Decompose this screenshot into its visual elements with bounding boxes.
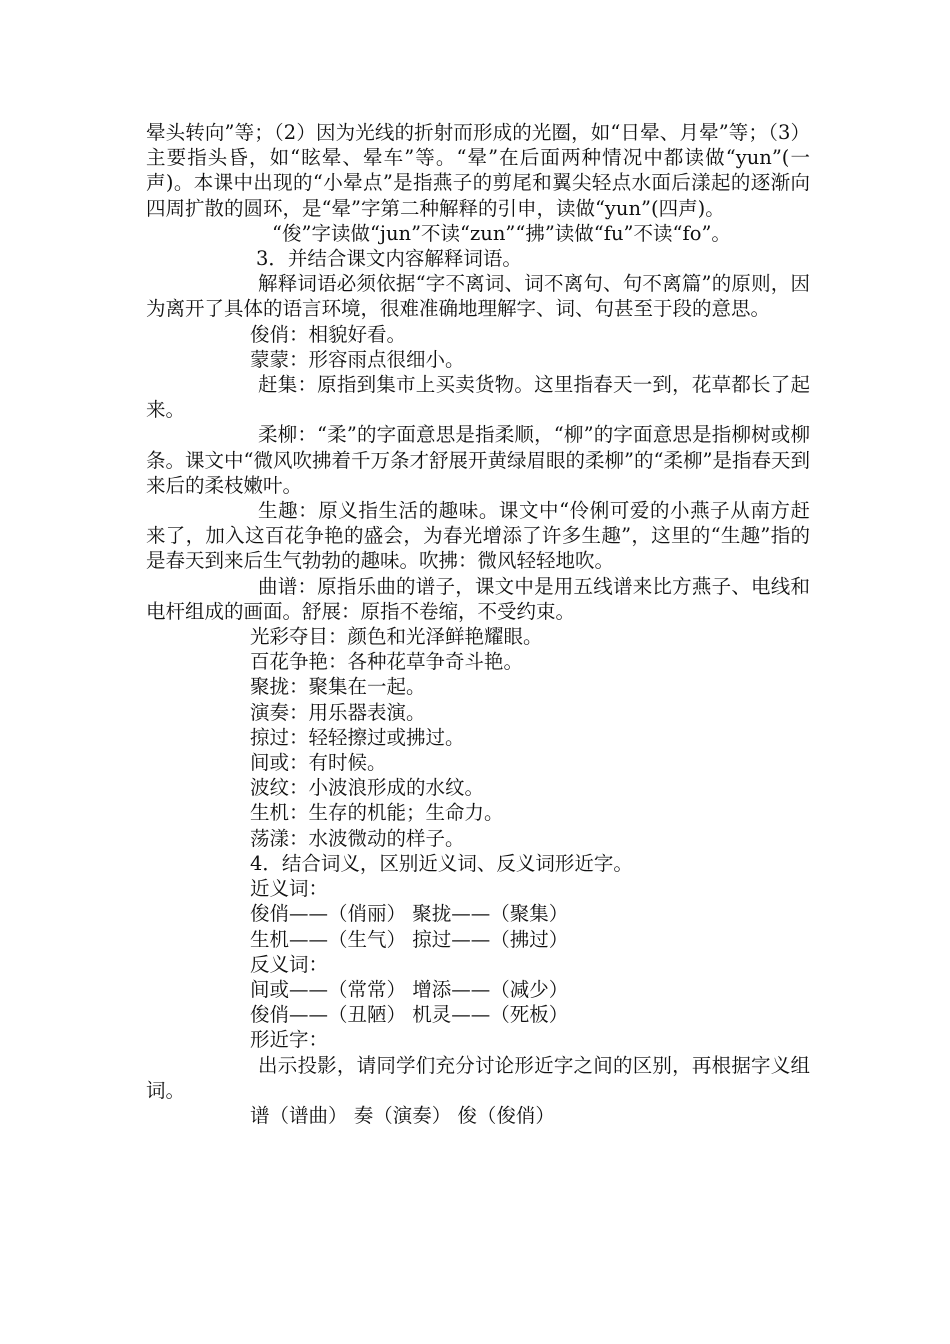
antonyms-label: 反义词： xyxy=(250,952,329,976)
term-qupu: 曲谱：原指乐曲的谱子，课文中是用五线谱来比方燕子、电线和电杆组成的画面。舒展：原指不卷缩，不受约束。 xyxy=(146,574,810,623)
term-jianhuo: 间或：有时候。 xyxy=(250,751,387,775)
paragraph-projection: 出示投影，请同学们充分讨论形近字之间的区别，再根据字义组词。 xyxy=(146,1053,810,1102)
term-guangcai: 光彩夺目：颜色和光泽鲜艳耀眼。 xyxy=(250,625,543,649)
antonyms-row-2: 俊俏——（丑陋） 机灵——（死板） xyxy=(250,1003,569,1027)
synonyms-label: 近义词： xyxy=(250,877,329,901)
term-bowen: 波纹：小波浪形成的水纹。 xyxy=(250,776,485,800)
term-julong: 聚拢：聚集在一起。 xyxy=(250,675,426,699)
paragraph-pronunciation: “俊”字读做“jun”不读“zun”“拂”读做“fu”不读“fo”。 xyxy=(272,221,731,245)
paragraph-explain-principle: 解释词语必须依据“字不离词、词不离句、句不离篇”的原则，因为离开了具体的语言环境，很难准确地理解字、词、句甚至于段的意思。 xyxy=(146,272,810,321)
term-lueguo: 掠过：轻轻擦过或拂过。 xyxy=(250,725,465,749)
term-baihua: 百花争艳：各种花草争奇斗艳。 xyxy=(250,650,524,674)
similar-chars-label: 形近字： xyxy=(250,1028,329,1052)
term-junqiao: 俊俏：相貌好看。 xyxy=(250,322,407,346)
section-heading-3: 3．并结合课文内容解释词语。 xyxy=(256,247,522,271)
synonyms-row-2: 生机——（生气） 掠过——（拂过） xyxy=(250,927,569,951)
document-body xyxy=(146,120,810,1128)
term-rouliu: 柔柳：“柔”的字面意思是指柔顺，“柳”的字面意思是指柳树或柳条。课文中“微风吹拂着千万条才舒展开黄绿眉眼的柔柳”的“柔柳”是指春天到来后的柔枝嫩叶。 xyxy=(146,423,810,497)
paragraph-halo-meaning: 晕头转向”等；（2）因为光线的折射而形成的光圈，如“日晕、月晕”等；（3）主要指头昏，如“眩晕、晕车”等。“晕”在后面两种情况中都读做“yun”(一声)。本课中出现的“小晕点”是指燕子的剪尾和翼尖轻点水面后漾起的逐渐向四周扩散的圆环，是“晕”字第二种解释的引申，读做“yun”(四声)。 xyxy=(146,121,810,220)
similar-chars-row: 谱（谱曲） 奏（演奏） 俊（俊俏） xyxy=(250,1103,555,1127)
term-shengji: 生机：生存的机能；生命力。 xyxy=(250,801,504,825)
term-mengmeng: 蒙蒙：形容雨点很细小。 xyxy=(250,347,465,371)
antonyms-row-1: 间或——（常常） 增添——（减少） xyxy=(250,977,569,1001)
term-ganji: 赶集：原指到集市上买卖货物。这里指春天一到，花草都长了起来。 xyxy=(146,373,810,422)
term-dangyang: 荡漾：水波微动的样子。 xyxy=(250,826,465,850)
synonyms-row-1: 俊俏——（俏丽） 聚拢——（聚集） xyxy=(250,902,569,926)
term-shengqu: 生趣：原义指生活的趣味。课文中“伶俐可爱的小燕子从南方赶来了，加入这百花争艳的盛会，为春光增添了许多生趣”，这里的“生趣”指的是春天到来后生气勃勃的趣味。吹拂：微风轻轻地吹。 xyxy=(146,499,810,573)
section-heading-4: 4．结合词义，区别近义词、反义词形近字。 xyxy=(250,851,633,875)
term-yanzou: 演奏：用乐器表演。 xyxy=(250,700,426,724)
